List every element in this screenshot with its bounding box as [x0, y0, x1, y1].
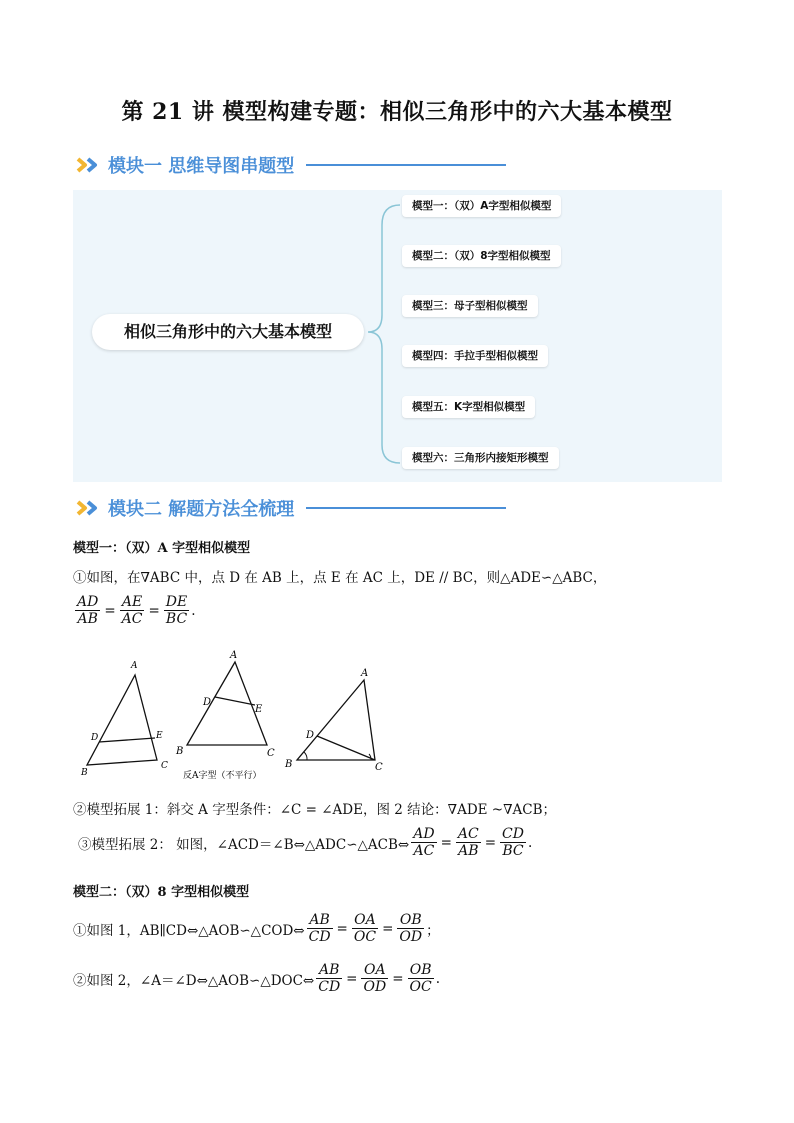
- page-title: 第 21 讲 模型构建专题：相似三角形中的六大基本模型: [121, 99, 673, 125]
- fraction: $\frac{OB}{OC}$: [409, 962, 432, 995]
- model-2-line-1: ①如图 1，AB∥CD⇔△AOB∽△COD⇔ $\frac{AB}{CD}$ = $\frac{OA}{OC}$ = $\frac{OB}{OD}$ ；: [73, 912, 440, 945]
- model-2-line-2: ②如图 2，∠A＝∠D⇔△AOB∽△DOC⇔ $\frac{AB}{CD}$ = $\frac{OA}{OD}$ = $\frac{OB}{OC}$ .: [73, 962, 440, 995]
- point-label: B: [81, 768, 88, 778]
- mindmap-branch: 模型二：（双）8字型相似模型: [402, 245, 561, 267]
- fraction: $\frac{DE}{BC}$: [165, 594, 188, 627]
- equals-sign: =: [104, 602, 116, 619]
- model-1-line-2: ②模型拓展 1：斜交 A 字型条件：∠C = ∠ADE，图 2 结论：∇ADE ~∇ACB；: [73, 802, 557, 818]
- fraction: $\frac{CD}{BC}$: [502, 826, 524, 859]
- point-label: E: [156, 731, 163, 741]
- fraction: $\frac{AE}{AC}$: [121, 594, 143, 627]
- figure-1: [80, 661, 168, 778]
- point-label: E: [255, 704, 263, 715]
- double-chevron-icon: [76, 155, 102, 175]
- model-2-heading: 模型二：（双）8 字型相似模型: [73, 885, 250, 900]
- fraction: $\frac{OA}{OD}$: [363, 962, 387, 995]
- equals-sign: =: [392, 970, 404, 987]
- module-1-title: 模块一 思维导图串题型: [108, 156, 295, 177]
- module-1-rule: [306, 164, 506, 166]
- model-1-line-1: ①如图，在∇ABC 中，点 D 在 AB 上，点 E 在 AC 上，DE // BC，则△ADE∽△ABC，: [73, 570, 607, 586]
- equals-sign: =: [382, 920, 394, 937]
- model-1-heading: 模型一：（双）A 字型相似模型: [73, 541, 251, 556]
- mindmap-brace: [360, 195, 410, 475]
- equals-sign: =: [346, 970, 358, 987]
- module-2-title: 模块二 解题方法全梳理: [108, 499, 295, 520]
- fraction: $\frac{OA}{OC}$: [353, 912, 377, 945]
- point-label: D: [91, 733, 99, 743]
- point-label: D: [203, 697, 212, 708]
- fraction: $\frac{AC}{AB}$: [457, 826, 479, 859]
- model-1-figures: [75, 650, 405, 785]
- point-label: A: [230, 650, 238, 661]
- point-label: C: [375, 762, 383, 773]
- equals-sign: =: [336, 920, 348, 937]
- mindmap-branch: 模型六：三角形内接矩形模型: [402, 447, 559, 469]
- figure-2: [175, 650, 275, 781]
- point-label: B: [285, 759, 293, 770]
- point-label: C: [267, 748, 275, 759]
- mindmap-branch: 模型五：K字型相似模型: [402, 396, 535, 418]
- mindmap-root: 相似三角形中的六大基本模型: [92, 314, 364, 350]
- fraction: $\frac{AD}{AC}$: [413, 826, 435, 859]
- point-label: A: [131, 661, 138, 671]
- period: .: [191, 602, 196, 619]
- point-label: A: [361, 668, 369, 679]
- fraction: $\frac{AB}{CD}$: [308, 912, 331, 945]
- equals-sign: =: [148, 602, 160, 619]
- model-1-ratio: [73, 594, 196, 627]
- module-2-header: [76, 493, 506, 523]
- equals-sign: =: [484, 834, 497, 851]
- equals-sign: =: [440, 834, 452, 851]
- mindmap-branch: 模型四：手拉手型相似模型: [402, 345, 548, 367]
- point-label: C: [161, 761, 168, 771]
- fraction: $\frac{AB}{CD}$: [318, 962, 341, 995]
- point-label: B: [176, 746, 184, 757]
- double-chevron-icon: [76, 498, 102, 518]
- figure-3: [284, 668, 383, 773]
- fraction: $\frac{AD}{AB}$: [77, 594, 99, 627]
- module-2-rule: [306, 507, 506, 509]
- module-1-header: [76, 150, 506, 180]
- fraction: $\frac{OB}{OD}$: [399, 912, 423, 945]
- figure-caption: 反A字型（不平行）: [183, 771, 262, 781]
- mindmap-branch: 模型一：（双）A字型相似模型: [402, 195, 561, 217]
- mindmap-branch: 模型三：母子型相似模型: [402, 295, 538, 317]
- point-label: D: [306, 730, 315, 741]
- model-1-line-3: ③模型拓展 2： 如图，∠ACD＝∠B⇔△ADC∽△ACB⇔ $\frac{AD}{AC}$ = $\frac{AC}{AB}$ = $\frac{CD}{BC}$ .: [78, 826, 533, 859]
